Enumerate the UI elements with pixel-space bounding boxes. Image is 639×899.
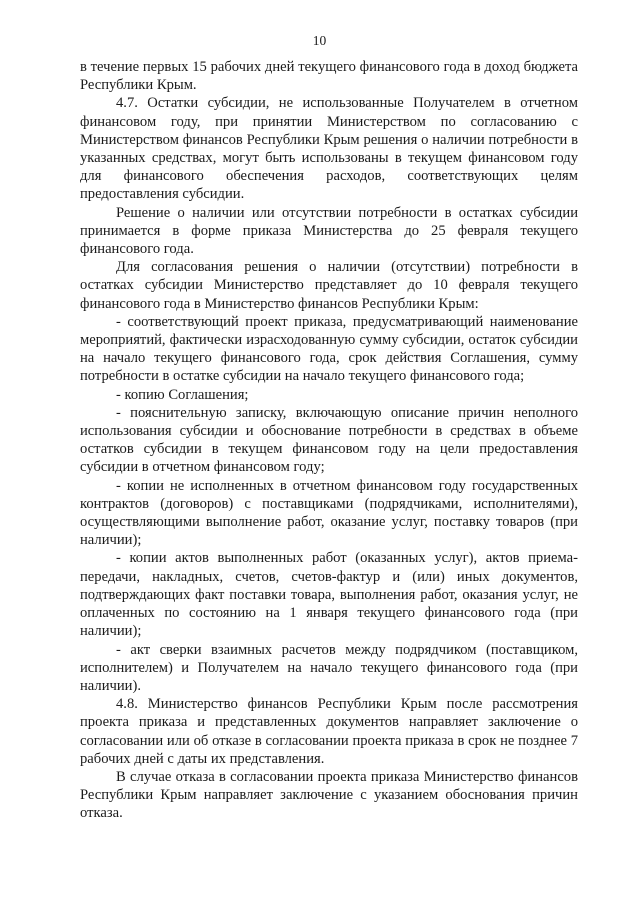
list-item-explanatory-note: - пояснительную записку, включающую описание причин неполного использования субсидии и обоснование потребности в средствах в объеме остатков субсидии в текущем финансовом году на цели предоставления субсидии в отчетном финансовом году; xyxy=(80,404,578,476)
page-number: 10 xyxy=(312,33,327,48)
list-item-acts-copies: - копии актов выполненных работ (оказанных услуг), актов приема-передачи, накладных, счетов, счетов-фактур и (или) иных документов, подтверждающих факт поставки товара, выполнения работ, оказания услуг, не оплаченных по состоянию на 1 января текущего финансового года (при наличии); xyxy=(80,550,578,640)
list-item-draft-order: - соответствующий проект приказа, предусматривающий наименование мероприятий, фактически израсходованную сумму субсидии, остаток субсидии на начало текущего финансового года, срок действия Соглашения, сумму потребности в остатке субсидии на начало текущего финансового года; xyxy=(80,313,578,385)
paragraph-submission: Для согласования решения о наличии (отсутствии) потребности в остатках субсидии Министерство представляет до 10 февраля текущего финансового года в Министерство финансов Республики Крым: xyxy=(80,259,578,312)
list-item-reconciliation-act: - акт сверки взаимных расчетов между подрядчиком (поставщиком, исполнителем) и Получателем на начало текущего финансового года (при наличии). xyxy=(80,641,578,694)
paragraph-4-8: 4.8. Министерство финансов Республики Крым после рассмотрения проекта приказа и представленных документов направляет заключение о согласовании или об отказе в согласовании проекта приказа в срок не позднее 7 рабочих дней с даты их представления. xyxy=(80,696,578,767)
paragraph-refusal: В случае отказа в согласовании проекта приказа Министерство финансов Республики Крым направляет заключение с указанием обоснования причин отказа. xyxy=(80,768,578,822)
paragraph-4-7: 4.7. Остатки субсидии, не использованные Получателем в отчетном финансовом году, при принятии Министерством по согласованию с Министерством финансов Республики Крым решения о наличии потребности в указанных средствах, могут быть использованы в текущем финансовом году для финансового обеспечения расходов, соответствующих целям предоставления субсидии. xyxy=(80,95,578,203)
paragraph-decision: Решение о наличии или отсутствии потребности в остатках субсидии принимается в форме приказа Министерства до 25 февраля текущего финансового года. xyxy=(80,204,578,258)
document-body xyxy=(80,58,578,823)
list-item-contract-copies: - копии не исполненных в отчетном финансовом году государственных контрактов (договоров) с поставщиками (подрядчиками, исполнителями), осуществляющими выполнение работ, оказание услуг, поставку товаров (при наличии); xyxy=(80,477,578,549)
list-item-agreement-copy: - копию Соглашения; xyxy=(116,386,249,403)
paragraph-continuation: в течение первых 15 рабочих дней текущего финансового года в доход бюджета Республики Крым. xyxy=(80,59,578,94)
